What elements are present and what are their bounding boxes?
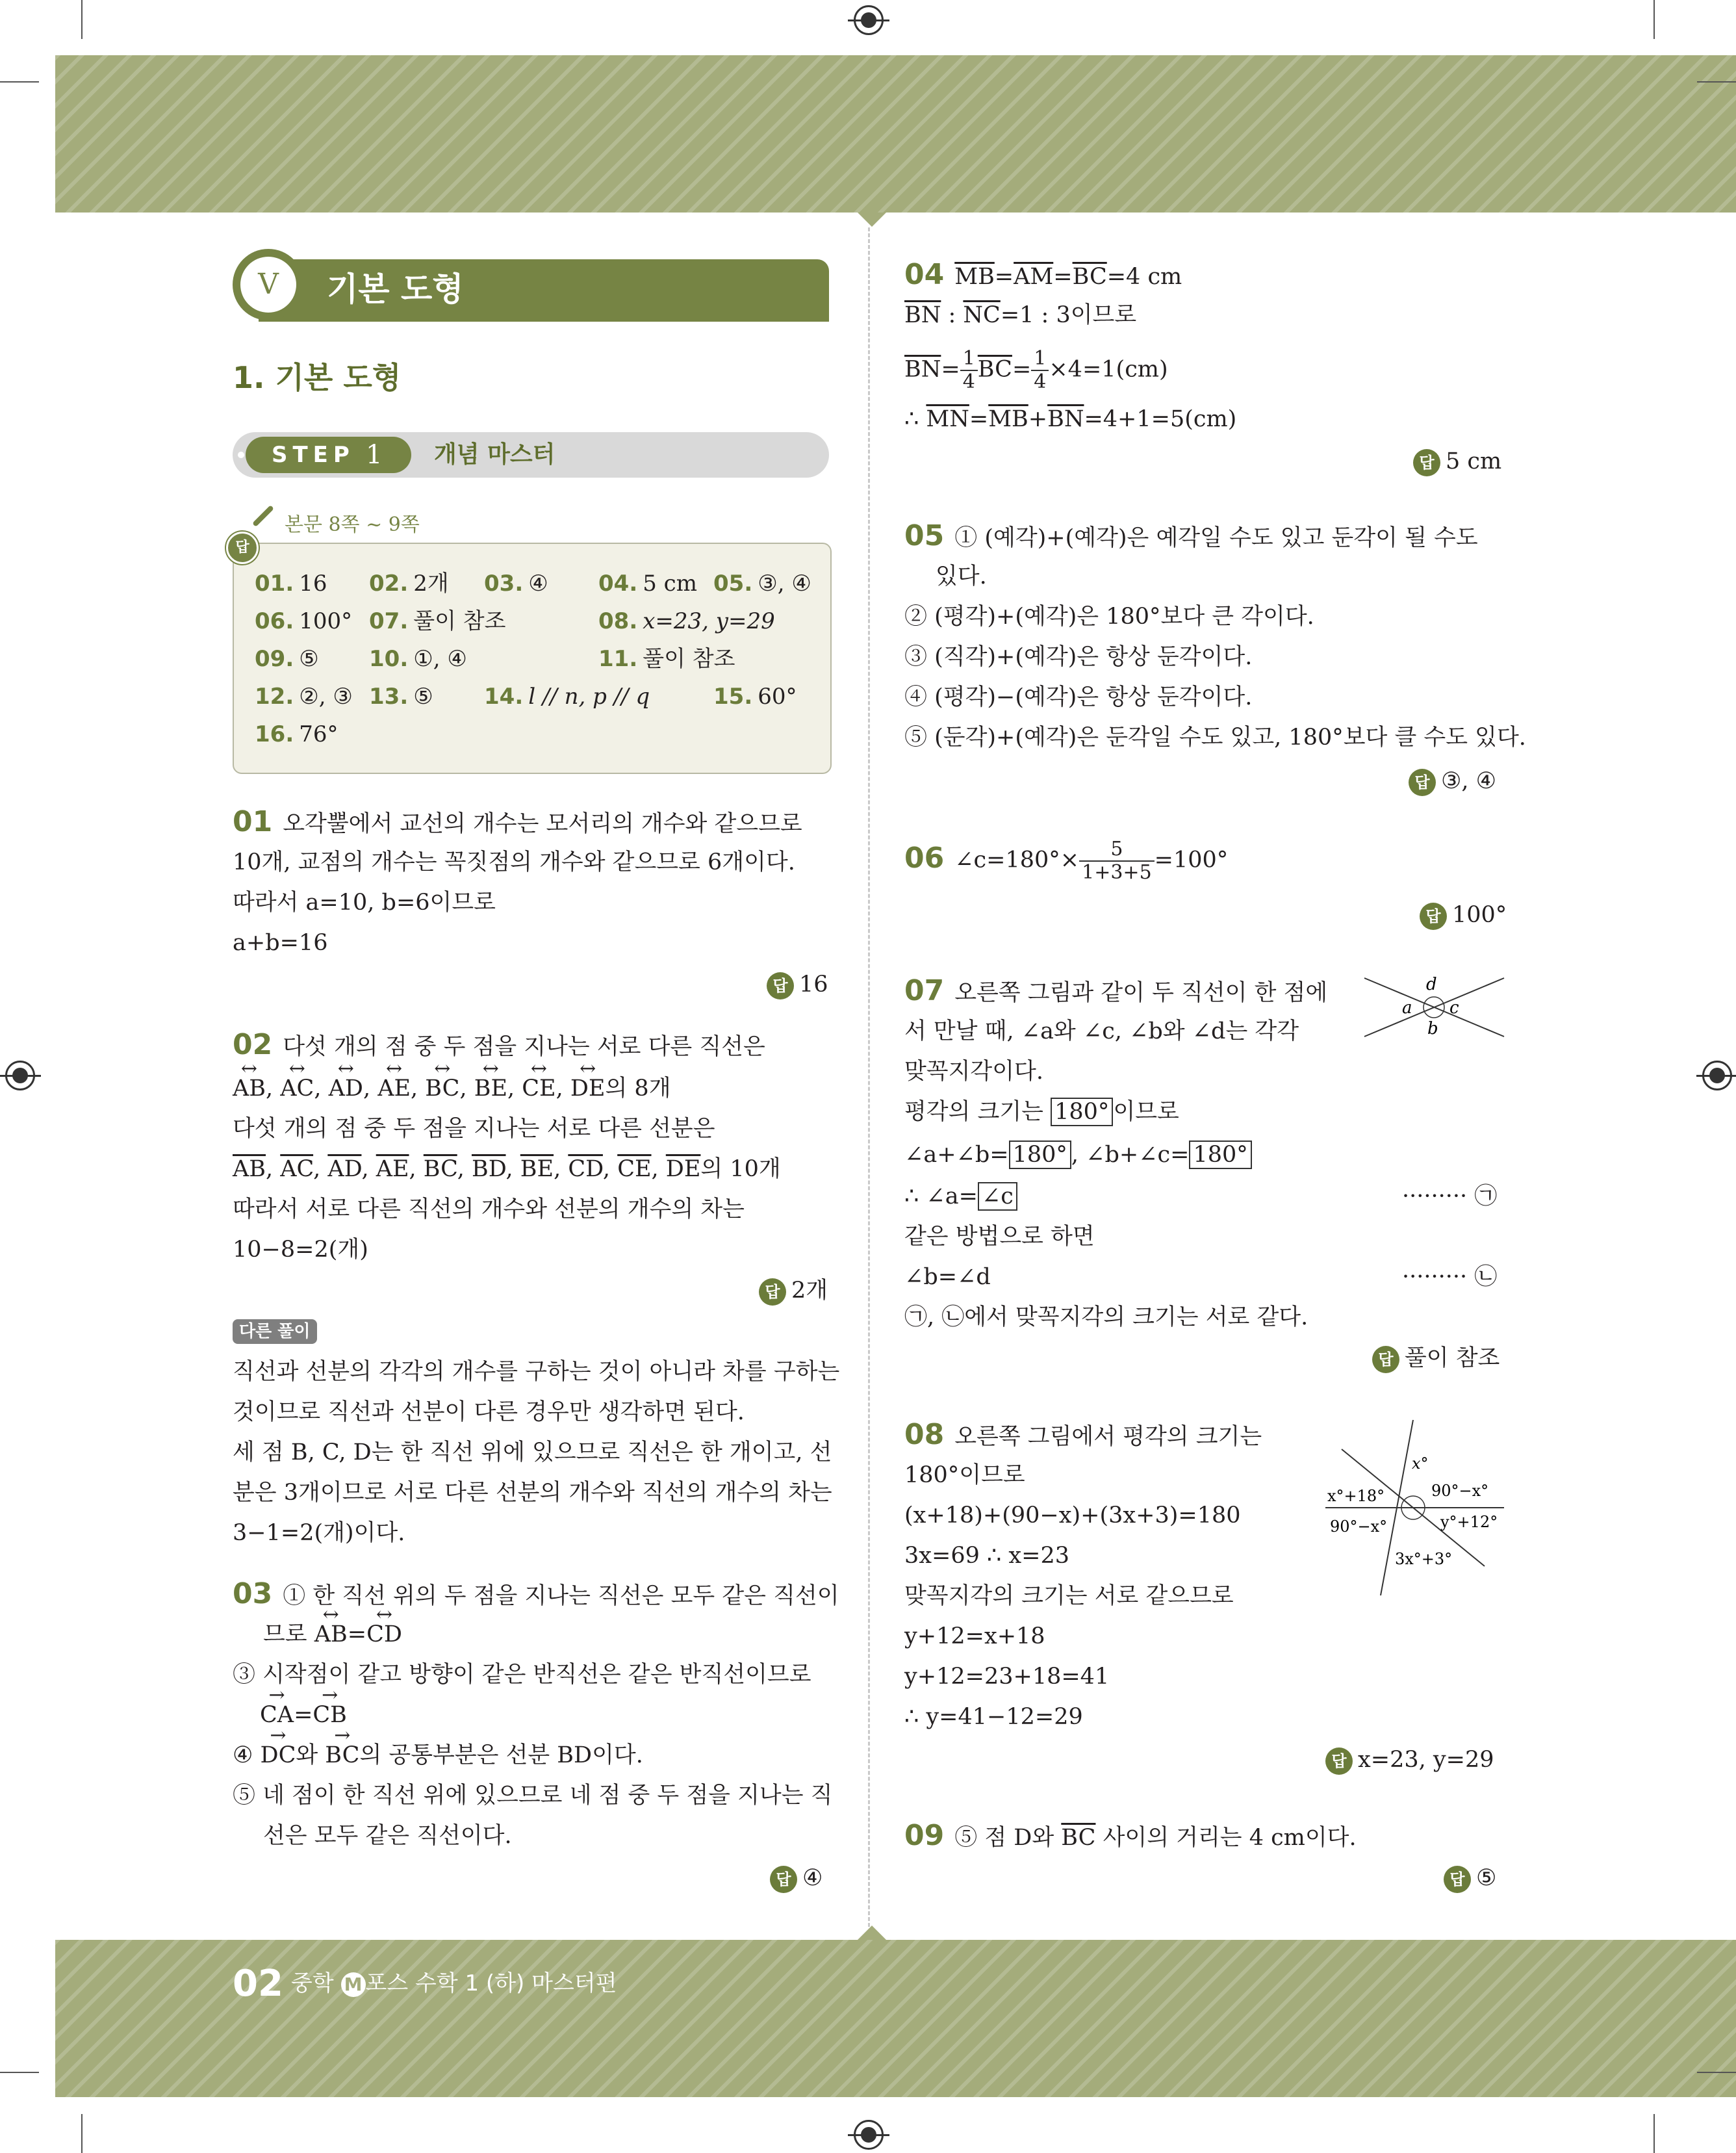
angle-label-y12: y°+12° bbox=[1440, 1513, 1498, 1531]
solution-09-line: 09 ⑤ 점 D와 $\overline{BC}$ 사이의 거리는 4 cm이다. bbox=[904, 1819, 1357, 1852]
angle-label-90-x: 90°−x° bbox=[1431, 1482, 1489, 1500]
solution-08-line: ∴ y=41−12=29 bbox=[904, 1704, 1083, 1730]
answer-item: 16. 76° bbox=[255, 721, 338, 747]
registration-mark-icon bbox=[854, 5, 884, 35]
solution-05-line: ⑤ (둔각)+(예각)은 둔각일 수도 있고, 180°보다 클 수도 있다. bbox=[904, 725, 1526, 751]
solution-04-line: $\overline{BN}=$ $\frac{1}{4}$ $\overline{BC}=$ $\frac{1}{4}$ ×4=1(cm) bbox=[904, 347, 1168, 393]
solution-07-line: ㉠, ㉡에서 맞꼭지각의 크기는 서로 같다. bbox=[904, 1304, 1308, 1330]
alt-solution-line: 세 점 B, C, D는 한 직선 위에 있으므로 직선은 한 개이고, 선 bbox=[233, 1439, 832, 1465]
answer-item: 01. 16 bbox=[255, 571, 327, 597]
solution-05-answer: 답 ③, ④ bbox=[1409, 767, 1496, 796]
angle-label-x18: x°+18° bbox=[1327, 1487, 1385, 1505]
answer-item: 03. ④ bbox=[484, 571, 548, 597]
unit-header bbox=[233, 258, 829, 323]
page-reference: 본문 8쪽 ~ 9쪽 bbox=[285, 513, 420, 536]
solution-03-line: 므로 ↔ AB=↔ CD bbox=[263, 1618, 402, 1651]
crop-mark bbox=[1653, 0, 1655, 39]
answer-item: 09. ⑤ bbox=[255, 646, 319, 672]
page-number: 02 bbox=[233, 1963, 283, 2005]
solution-08-line: (x+18)+(90−x)+(3x+3)=180 bbox=[904, 1502, 1241, 1528]
step-header bbox=[233, 432, 829, 478]
solution-03-line: 03 ① 한 직선 위의 두 점을 지나는 직선은 모두 같은 직선이 bbox=[233, 1577, 839, 1610]
solution-03-line: ④ → DC와 → BC의 공통부분은 선분 BD이다. bbox=[233, 1739, 643, 1772]
crop-mark bbox=[1697, 81, 1736, 83]
solution-08-answer: 답 x=23, y=29 bbox=[1325, 1746, 1494, 1775]
answer-item: 02. 2개 bbox=[369, 571, 449, 597]
solution-03-line: → CA=→ CB bbox=[260, 1699, 347, 1731]
solution-02-lines-list: ↔ AB, ↔ AC, ↔ AD, ↔ AE, ↔ BC, ↔ BE, ↔ CE, ↔ DE의 8개 bbox=[233, 1072, 671, 1105]
answer-item: 12. ②, ③ bbox=[255, 684, 353, 710]
solution-08-line: y+12=x+18 bbox=[904, 1623, 1045, 1649]
solution-08-line: 3x=69 ∴ x=23 bbox=[904, 1543, 1069, 1569]
registration-mark-icon bbox=[854, 2120, 884, 2150]
solution-08-line: 맞꼭지각의 크기는 서로 같으므로 bbox=[904, 1583, 1234, 1609]
crop-mark bbox=[1653, 2114, 1655, 2153]
crop-mark bbox=[0, 2072, 39, 2073]
answer-item: 10. ①, ④ bbox=[369, 646, 467, 672]
solution-04-answer: 답 5 cm bbox=[1413, 447, 1501, 476]
solution-08-line: 08 오른쪽 그림에서 평각의 크기는 bbox=[904, 1418, 1262, 1451]
crop-mark bbox=[1697, 2072, 1736, 2073]
solution-05-line: ② (평각)+(예각)은 180°보다 큰 각이다. bbox=[904, 604, 1314, 630]
answer-item: 05. ③, ④ bbox=[713, 571, 811, 597]
crop-mark bbox=[81, 2114, 83, 2153]
top-decorative-band bbox=[55, 55, 1736, 213]
book-title: 중학 M 포스 수학 1 (하) 마스터편 bbox=[291, 1970, 617, 1996]
step-number: 1 bbox=[366, 440, 383, 470]
solution-01-line: a+b=16 bbox=[233, 930, 328, 956]
solution-07-line: 평각의 크기는 180° 이므로 bbox=[904, 1099, 1179, 1125]
equation-marker: ········· ㉡ bbox=[1402, 1264, 1498, 1290]
solution-09-answer: 답 ⑤ bbox=[1444, 1864, 1496, 1893]
solution-07-line: 서 만날 때, ∠a와 ∠c, ∠b와 ∠d는 각각 bbox=[904, 1018, 1299, 1044]
alt-solution-line: 직선과 선분의 각각의 개수를 구하는 것이 아니라 차를 구하는 bbox=[233, 1359, 840, 1385]
solution-07-line: ∴ ∠a= ∠c bbox=[904, 1180, 1017, 1213]
answer-item: 15. 60° bbox=[713, 684, 797, 710]
solution-08-line: y+12=23+18=41 bbox=[904, 1664, 1110, 1690]
solution-02-segments-list: $\overline{AB}$, $\overline{AC}$, $\overline{AD}$, $\overline{AE}$, $\overline{BC}$, $\overline{BD}$, $\overline{BE}$, $\overline{CD}$, $\overline{CE}$, $\overline{DE}$의 10개 bbox=[233, 1156, 781, 1182]
alternative-solution-badge: 다른 풀이 bbox=[233, 1319, 317, 1344]
solution-03-answer: 답 ④ bbox=[770, 1864, 823, 1893]
answer-item: 07. 풀이 참조 bbox=[369, 608, 506, 634]
bottom-decorative-band bbox=[55, 1940, 1736, 2097]
solution-05-line: 있다. bbox=[936, 563, 987, 589]
unit-numeral: V bbox=[240, 257, 296, 313]
solution-07-line: 맞꼭지각이다. bbox=[904, 1059, 1043, 1085]
solution-02-line: 다섯 개의 점 중 두 점을 지나는 서로 다른 선분은 bbox=[233, 1116, 715, 1142]
equation-marker: ········· ㉠ bbox=[1402, 1183, 1498, 1209]
crop-mark bbox=[0, 81, 39, 83]
registration-mark-icon bbox=[5, 1061, 35, 1090]
answer-item: 06. 100° bbox=[255, 608, 353, 634]
answer-item: 11. 풀이 참조 bbox=[598, 646, 735, 672]
solution-08-line: 180°이므로 bbox=[904, 1462, 1025, 1488]
solution-07-line: ∠a+∠b= 180° , ∠b+∠c= 180° bbox=[904, 1139, 1252, 1171]
solution-06-line: 06 ∠c=180°× $\frac{5}{1+3+5}$ =100° bbox=[904, 838, 1229, 884]
pencil-icon bbox=[252, 505, 274, 527]
three-lines-angle-figure bbox=[1322, 1417, 1507, 1599]
solution-04-line: $\overline{BN}$ : $\overline{NC}=1$ : 3이므로 bbox=[904, 302, 1137, 328]
solution-01-line: 따라서 a=10, b=6이므로 bbox=[233, 890, 496, 916]
solution-07-line: 같은 방법으로 하면 bbox=[904, 1224, 1095, 1250]
alt-solution-line: 3−1=2(개)이다. bbox=[233, 1520, 405, 1546]
angle-label-x: x° bbox=[1412, 1454, 1429, 1473]
solution-03-line: ⑤ 네 점이 한 직선 위에 있으므로 네 점 중 두 점을 지나는 직 bbox=[233, 1783, 833, 1809]
m-logo-icon: M bbox=[341, 1972, 366, 1997]
solution-02-line: 02 다섯 개의 점 중 두 점을 지나는 서로 다른 직선은 bbox=[233, 1028, 765, 1061]
solution-03-line: ③ 시작점이 같고 방향이 같은 반직선은 같은 반직선이므로 bbox=[233, 1662, 811, 1688]
step-label: STEP bbox=[272, 442, 355, 468]
answer-icon: 답 bbox=[226, 532, 259, 564]
vertical-angles-figure bbox=[1361, 972, 1507, 1043]
solution-02-line: 따라서 서로 다른 직선의 개수와 선분의 개수의 차는 bbox=[233, 1196, 745, 1222]
alt-solution-line: 것이므로 직선과 선분이 다른 경우만 생각하면 된다. bbox=[233, 1399, 745, 1425]
solution-05-line: 05 ① (예각)+(예각)은 예각일 수도 있고 둔각이 될 수도 bbox=[904, 519, 1478, 552]
angle-label-d: d bbox=[1426, 975, 1437, 994]
solution-01-line: 01 오각뿔에서 교선의 개수는 모서리의 개수와 같으므로 bbox=[233, 805, 802, 838]
solution-02-answer: 답 2개 bbox=[759, 1276, 828, 1306]
angle-label-a: a bbox=[1402, 998, 1412, 1018]
angle-label-c: c bbox=[1449, 998, 1459, 1018]
unit-title: 기본 도형 bbox=[327, 270, 464, 308]
solution-01-answer: 답 16 bbox=[767, 970, 828, 999]
answer-item: 14. l // n, p // q bbox=[484, 684, 650, 710]
solution-03-line: 선은 모두 같은 직선이다. bbox=[263, 1823, 512, 1849]
angle-label-90-x-2: 90°−x° bbox=[1330, 1517, 1388, 1536]
step-name: 개념 마스터 bbox=[434, 441, 555, 468]
solution-04-line: ∴ $\overline{MN}=\overline{MB}+\overline{BN}=4+1=5(cm)$ bbox=[904, 406, 1237, 432]
solution-05-line: ③ (직각)+(예각)은 항상 둔각이다. bbox=[904, 644, 1253, 670]
registration-mark-icon bbox=[1702, 1061, 1732, 1090]
solution-07-line: ∠b=∠d bbox=[904, 1264, 991, 1290]
solution-07-answer: 답 풀이 참조 bbox=[1372, 1344, 1500, 1373]
crop-mark bbox=[81, 0, 83, 39]
solution-07-line: 07 오른쪽 그림과 같이 두 직선이 한 점에 bbox=[904, 974, 1328, 1007]
column-divider bbox=[868, 227, 870, 1927]
solution-06-answer: 답 100° bbox=[1420, 901, 1507, 930]
section-title: 1. 기본 도형 bbox=[233, 360, 402, 395]
solution-04-line: 04 $\overline{MB}=\overline{AM}=\overline{BC}=4$ cm bbox=[904, 258, 1182, 291]
solution-01-line: 10개, 교점의 개수는 꼭짓점의 개수와 같으므로 6개이다. bbox=[233, 849, 795, 875]
solution-02-line: 10−8=2(개) bbox=[233, 1237, 368, 1263]
answer-item: 04. 5 cm bbox=[598, 571, 697, 597]
solution-05-line: ④ (평각)−(예각)은 항상 둔각이다. bbox=[904, 684, 1253, 710]
top-notch bbox=[858, 213, 886, 227]
angle-label-b: b bbox=[1427, 1019, 1438, 1038]
answer-item: 08. x=23, y=29 bbox=[598, 608, 775, 634]
answer-item: 13. ⑤ bbox=[369, 684, 433, 710]
alt-solution-line: 분은 3개이므로 서로 다른 선분의 개수와 직선의 개수의 차는 bbox=[233, 1480, 832, 1506]
angle-label-3x3: 3x°+3° bbox=[1395, 1550, 1453, 1568]
bottom-notch bbox=[858, 1926, 886, 1940]
